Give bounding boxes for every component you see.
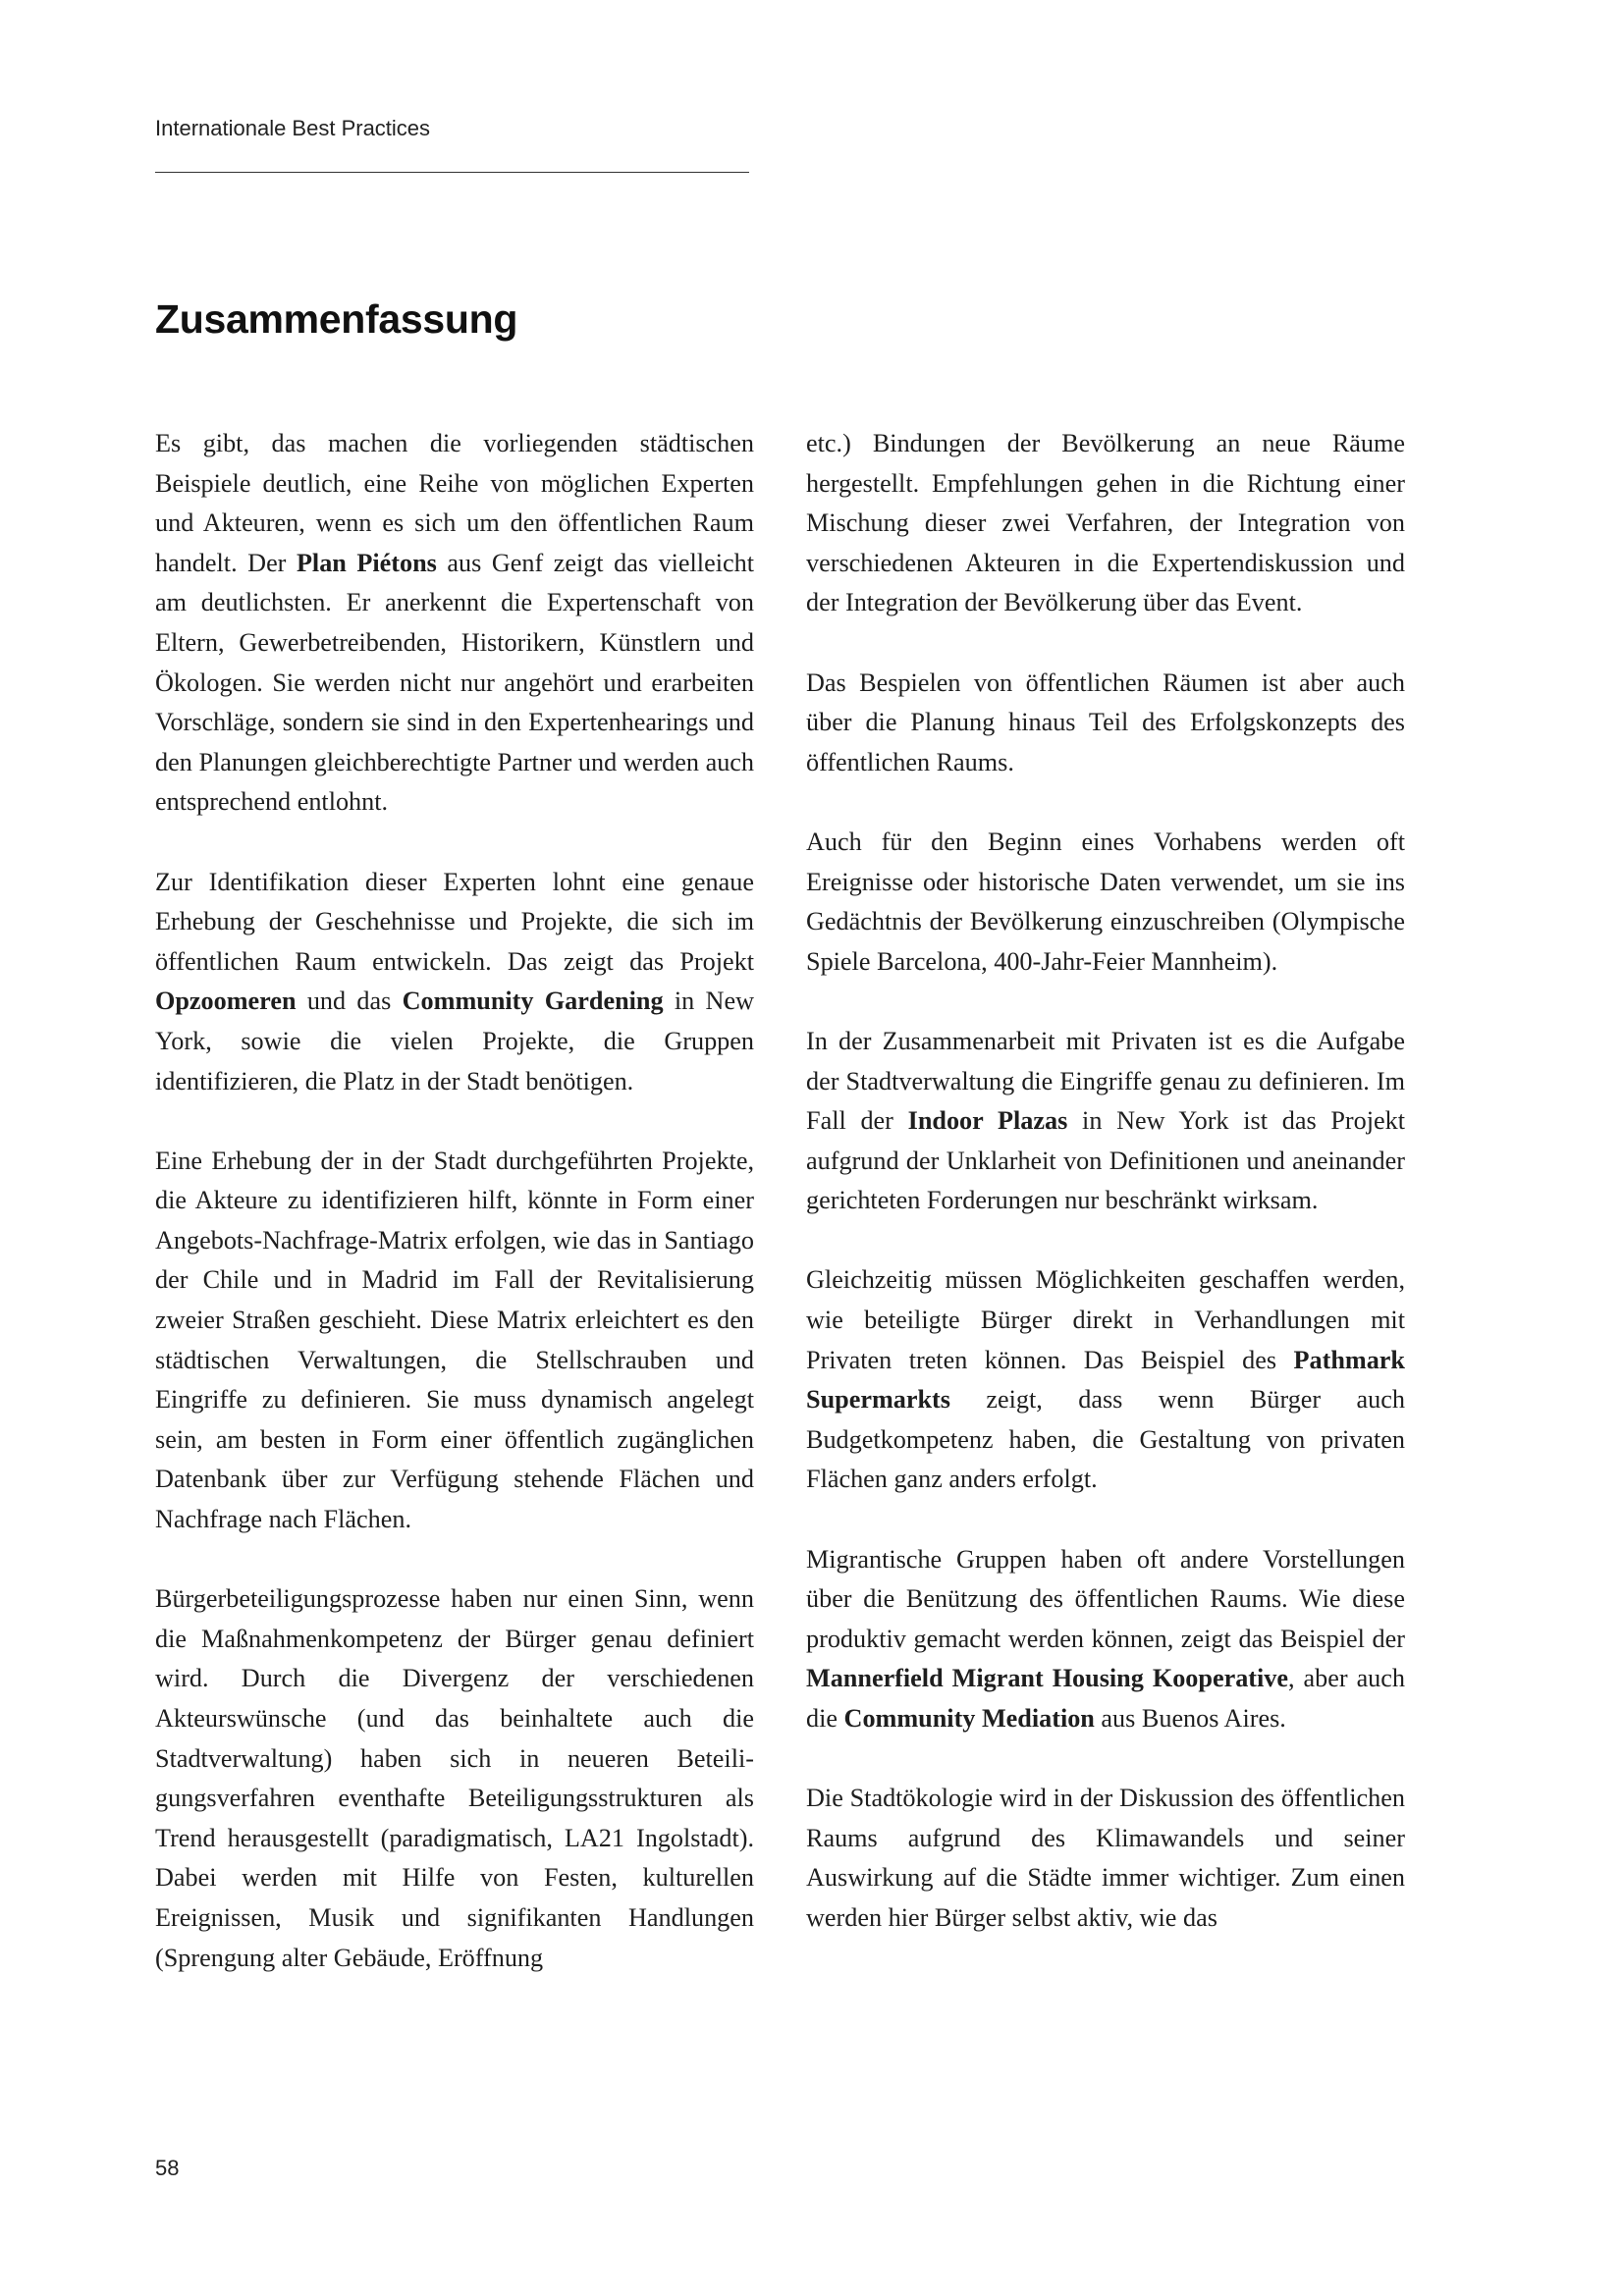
paragraph: Eine Erhebung der in der Stadt durchgeführten Projekte, die Akteure zu identifizieren hilft, könnte in Form einer Angebots-Nachfrage-Matrix erfolgen, wie das in Santiago der Chile und in Madrid im Fall der Revitalisierung zweier Straßen geschieht. Diese Matrix erleichtert es den städtischen Verwaltungen, die Stellschrauben und Eingriffe zu definieren. Sie muss dynamisch angelegt sein, am besten in Form einer öffentlich zugänglichen Datenbank über zur Verfügung stehende Flächen und Nachfrage nach Flächen.: [155, 1146, 754, 1534]
text-run: , aber auch die: [806, 1664, 1405, 1733]
project-name: Indoor Plazas: [907, 1106, 1068, 1136]
paragraph: [806, 1022, 1405, 1221]
text-run: in New York ist das Projekt aufgrund der Unklarheit von Definitionen und aneinander gerichteten Forderungen nur beschränkt wirksam.: [806, 1106, 1406, 1215]
project-name: Community Gardening: [402, 987, 664, 1016]
text-run: aus Genf zeigt das vielleicht am deutlichsten. Er anerkennt die Expertenschaft von Eltern, Gewerbetreibenden, Historikern, Künstlern und Ökologen. Sie werden nicht nur angehört und erarbeiten Vorschläge, sondern sie sind in den Expertenhearings und den Planungen gleichberechtigte Partner und werden auch entsprechend entlohnt.: [155, 548, 754, 817]
page-title: Zusammenfassung: [155, 296, 518, 342]
text-run: aus Buenos Aires.: [1094, 1704, 1286, 1733]
text-run: Gleichzeitig müssen Möglichkeiten geschaffen werden, wie beteiligte Bürger direkt in Verhandlungen mit Privaten treten können. Das Beispiel des: [806, 1265, 1405, 1374]
paragraph: [806, 1260, 1405, 1500]
paragraph: etc.) Bindungen der Bevölkerung an neue Räume hergestellt. Empfehlungen gehen in die Richtung einer Mischung dieser zwei Verfahren, der Integration von verschiedenen Akteuren in die Expertendiskussion und der Integration der Bevölkerung über das Event.: [806, 429, 1405, 617]
text-run: In der Zusammenarbeit mit Privaten ist es die Aufgabe der Stadtverwaltung die Eingriffe genau zu definieren. Im Fall der: [806, 1026, 1405, 1136]
page-number: 58: [155, 2156, 180, 2180]
header-rule: [155, 172, 749, 173]
text-run: zeigt, dass wenn Bürger auch Budgetkompetenz haben, die Gestaltung von privaten Flächen ganz anders erfolgt.: [806, 1385, 1405, 1494]
paragraph: [155, 424, 754, 823]
paragraph: [155, 863, 754, 1102]
paragraph: Bürgerbeteiligungsprozesse haben nur einen Sinn, wenn die Maßnahmenkompetenz der Bürger genau definiert wird. Durch die Divergenz der verschiedenen Akteurswünsche (und das beinhaltete auch die Stadtverwaltung) haben sich in neueren Beteiligungsverfahren eventhafte Beteiligungsstrukturen als Trend herausgestellt (paradigmatisch, LA21 Ingolstadt). Dabei werden mit Hilfe von Festen, kulturellen Ereignissen, Musik und signifikanten Handlungen (Sprengung alter Gebäude, Eröffnung: [155, 1584, 754, 1972]
text-run: Migrantische Gruppen haben oft andere Vorstellungen über die Benützung des öffentlichen Raums. Wie diese produktiv gemacht werden können, zeigt das Beispiel der: [806, 1544, 1405, 1653]
left-column: [155, 424, 754, 1978]
text-run: in New York, sowie die vielen Projekte, die Gruppen identifizieren, die Platz in der Stadt benötigen.: [155, 987, 754, 1095]
paragraph: Das Bespielen von öffentlichen Räumen ist aber auch über die Planung hinaus Teil des Erfolgskonzepts des öffentlichen Raums.: [806, 667, 1405, 776]
text-run: Zur Identifikation dieser Experten lohnt eine genaue Erhebung der Geschehnisse und Projekte, die sich im öffentlichen Raum entwickeln. Das zeigt das Projekt: [155, 867, 754, 976]
right-column: [806, 424, 1405, 1939]
paragraph: [806, 1540, 1405, 1739]
running-header: Internationale Best Practices: [155, 116, 431, 140]
paragraph: Die Stadtökologie wird in der Diskussion des öffentlichen Raums aufgrund des Klimawandels und seiner Auswirkung auf die Städte immer wichtiger. Zum einen werden hier Bürger selbst aktiv, wie das: [806, 1784, 1405, 1932]
project-name: Opzoomeren: [155, 987, 297, 1016]
text-run: Es gibt, das machen die vorliegenden städtischen Beispiele deutlich, eine Reihe von möglichen Experten und Akteuren, wenn es sich um den öffentlichen Raum handelt. Der: [155, 429, 754, 577]
project-name: Plan Piétons: [296, 548, 437, 577]
project-name: Community Mediation: [843, 1704, 1095, 1733]
text-run: und das: [296, 987, 403, 1016]
project-name: Pathmark Supermarkts: [806, 1345, 1405, 1415]
paragraph: Auch für den Beginn eines Vorhabens werden oft Ereignisse oder historische Daten verwendet, um sie ins Gedächtnis der Bevölkerung einzuschreiben (Olympische Spiele Barcelona, 400-Jahr-Feier Mannheim).: [806, 827, 1405, 976]
project-name: Mannerfield Migrant Housing Kooperative: [806, 1664, 1288, 1693]
